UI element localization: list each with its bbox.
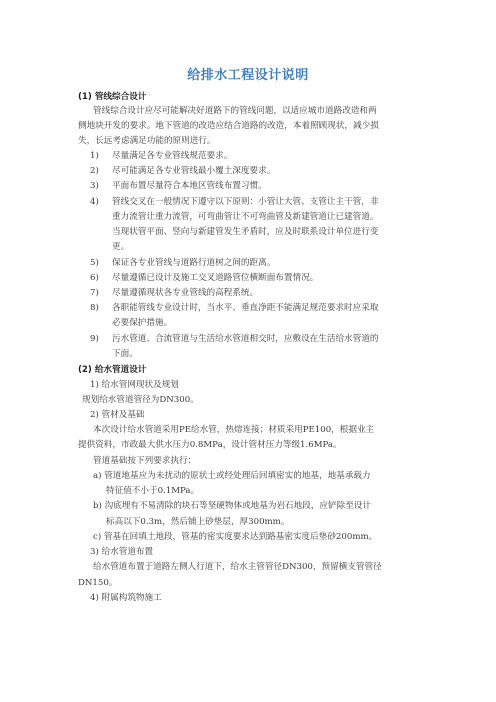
list-number: 8) bbox=[90, 303, 99, 313]
list-text: 尽量满足各专业管线规范要求。 bbox=[112, 151, 233, 161]
list-item bbox=[90, 303, 378, 314]
list-text: 尽可能满足各专业管线最小覆土深度要求。 bbox=[112, 166, 276, 176]
list-text: 保证各专业管线与道路行道树之间的距离。 bbox=[112, 258, 276, 268]
subsection-title: 1) 给水管网现状及规划 bbox=[90, 380, 179, 390]
list-continuation: 下面。 bbox=[112, 349, 138, 359]
list-continuation: 标高以下0.3m，然后铺上砂垫层，厚300mm。 bbox=[106, 517, 290, 527]
list-text: 管线交叉在一般情况下遵守以下原则：小管让大管、支管让主干管，非 bbox=[112, 197, 379, 207]
list-number: 4) bbox=[90, 197, 99, 207]
list-continuation: 特征值不小于0.1MPa。 bbox=[106, 486, 200, 496]
paragraph-line: 管线综合设计应尽可能解决好道路下的管线问题，以适应城市道路改造和两 bbox=[93, 106, 377, 116]
list-text: 尽量遵循已设计及施工交叉道路管位横断面布置情况。 bbox=[112, 273, 319, 283]
list-number: 2) bbox=[90, 166, 99, 176]
list-item bbox=[90, 181, 267, 192]
list-number: 1) bbox=[90, 151, 99, 161]
list-item bbox=[90, 166, 275, 177]
paragraph-line: 给水管道布置于道路左侧人行道下，给水主管管径DN300，预留横支管管径 bbox=[93, 562, 382, 572]
paragraph-line: 提供资料，市政最大供水压力0.8MPa，设计管材压力等级1.6MPa。 bbox=[78, 440, 342, 450]
paragraph-line: 本次设计给水管道采用PE给水管，热熔连接；材质采用PE100，根据业主 bbox=[93, 425, 375, 435]
list-item bbox=[90, 273, 318, 284]
list-number: 5) bbox=[90, 258, 99, 268]
subsection-title: 3) 给水管道布置 bbox=[90, 547, 154, 557]
list-number: 7) bbox=[90, 288, 99, 298]
list-item bbox=[90, 258, 275, 269]
list-item: b) 沟底埋有不易清除的块石等坚硬物体或地基为岩石地段，应铲除至设计 bbox=[93, 501, 371, 511]
list-item bbox=[90, 334, 378, 345]
list-continuation: 必要保护措施。 bbox=[112, 318, 173, 328]
paragraph-line: 侧地块开发的要求。地下管道的改造应结合道路的改造，本着照顾现状，减少损 bbox=[78, 121, 379, 131]
list-continuation: 更。 bbox=[112, 242, 130, 252]
paragraph-line: 失，长远考虑满足功能的原则进行。 bbox=[78, 136, 216, 146]
subsection-title: 4) 附属构筑物施工 bbox=[90, 593, 162, 603]
list-continuation: 当现状管平面、竖向与新建管发生矛盾时，应及时联系设计单位进行变 bbox=[112, 227, 379, 237]
list-item: c) 管基在回填土地段，管基的密实度要求达到路基密实度后垫砂200mm。 bbox=[93, 532, 378, 542]
list-item: a) 管道地基应为未扰动的原状土或经处理后回填密实的地基，地基承载力 bbox=[93, 471, 371, 481]
document-title: 给排水工程设计说明 bbox=[187, 68, 309, 83]
paragraph-line: 规划给水管道管径为DN300。 bbox=[82, 395, 199, 405]
section-heading-water-supply: (2) 给水管道设计 bbox=[78, 365, 147, 375]
section-heading-pipeline: (1) 管线综合设计 bbox=[78, 92, 147, 102]
list-number: 6) bbox=[90, 273, 99, 283]
paragraph-line: DN150。 bbox=[78, 578, 118, 588]
paragraph-line: 管道基础按下列要求执行： bbox=[93, 456, 197, 466]
list-item bbox=[90, 288, 258, 299]
list-item bbox=[90, 151, 232, 162]
list-text: 平面布置尽量符合本地区管线布置习惯。 bbox=[112, 181, 267, 191]
list-item bbox=[90, 197, 378, 208]
list-text: 尽量遵循现状各专业管线的高程系统。 bbox=[112, 288, 259, 298]
list-number: 9) bbox=[90, 334, 99, 344]
list-number: 3) bbox=[90, 181, 99, 191]
subsection-title: 2) 管材及基础 bbox=[90, 410, 145, 420]
list-text: 污水管道、合流管道与生活给水管道相交时，应敷设在生活给水管道的 bbox=[112, 334, 379, 344]
list-text: 各职能管线专业设计时，当水平、垂直净距不能满足规范要求时应采取 bbox=[112, 303, 379, 313]
list-continuation: 重力流管让重力流管，可弯曲管让不可弯曲管及新建管道让已建管道。 bbox=[112, 212, 379, 222]
